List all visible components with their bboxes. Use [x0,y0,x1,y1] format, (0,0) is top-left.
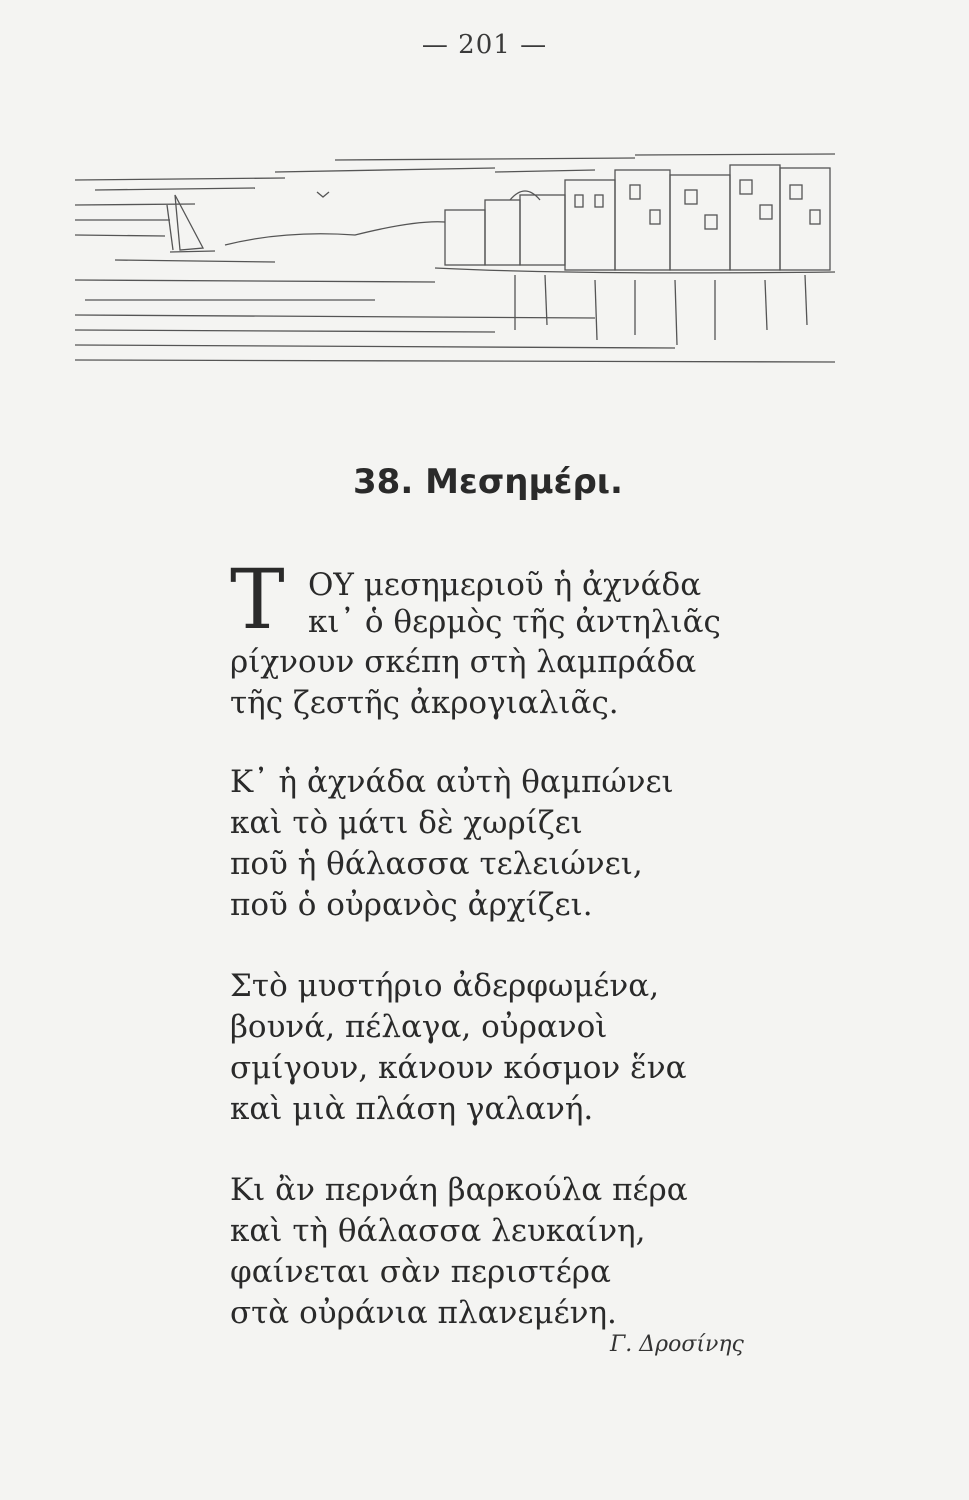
poem-line: Κ᾽ ἡ ἀχνάδα αὐτὴ θαμπώνει [230,764,674,800]
poem-line: ρίχνουν σκέπη στὴ λαμπράδα [230,644,697,680]
poem-line: στὰ οὐράνια πλανεμένη. [230,1295,617,1331]
poem-line: σμίγουν, κάνουν κόσμον ἕνα [230,1050,687,1086]
poem-line: Κι ἂν περνάη βαρκούλα πέρα [230,1172,688,1208]
poem-line: καὶ μιὰ πλάση γαλανή. [230,1091,594,1127]
drop-cap: T [230,553,285,648]
poem-line: καὶ τὴ θάλασσα λευκαίνη, [230,1213,646,1249]
poem-line: τῆς ζεστῆς ἀκρογιαλιᾶς. [230,685,619,721]
poem-title: 38. Μεσημέρι. [353,462,623,502]
author-signature: Γ. Δροσίνης [610,1332,744,1357]
poem-line: Στὸ μυστήριο ἀδερφωμένα, [230,968,660,1004]
poem-line: κι᾽ ὁ θερμὸς τῆς ἀντηλιᾶς [308,604,721,640]
poem-line: φαίνεται σὰν περιστέρα [230,1254,611,1290]
poem-line: καὶ τὸ μάτι δὲ χωρίζει [230,805,583,841]
poem-line: ποῦ ὁ οὐρανὸς ἀρχίζει. [230,887,593,923]
poem-line: OY μεσημεριοῦ ἡ ἀχνάδα [308,567,702,603]
page-number: — 201 — [421,30,548,60]
poem-line: βουνά, πέλαγα, οὐρανοὶ [230,1009,608,1045]
poem-line: ποῦ ἡ θάλασσα τελειώνει, [230,846,643,882]
